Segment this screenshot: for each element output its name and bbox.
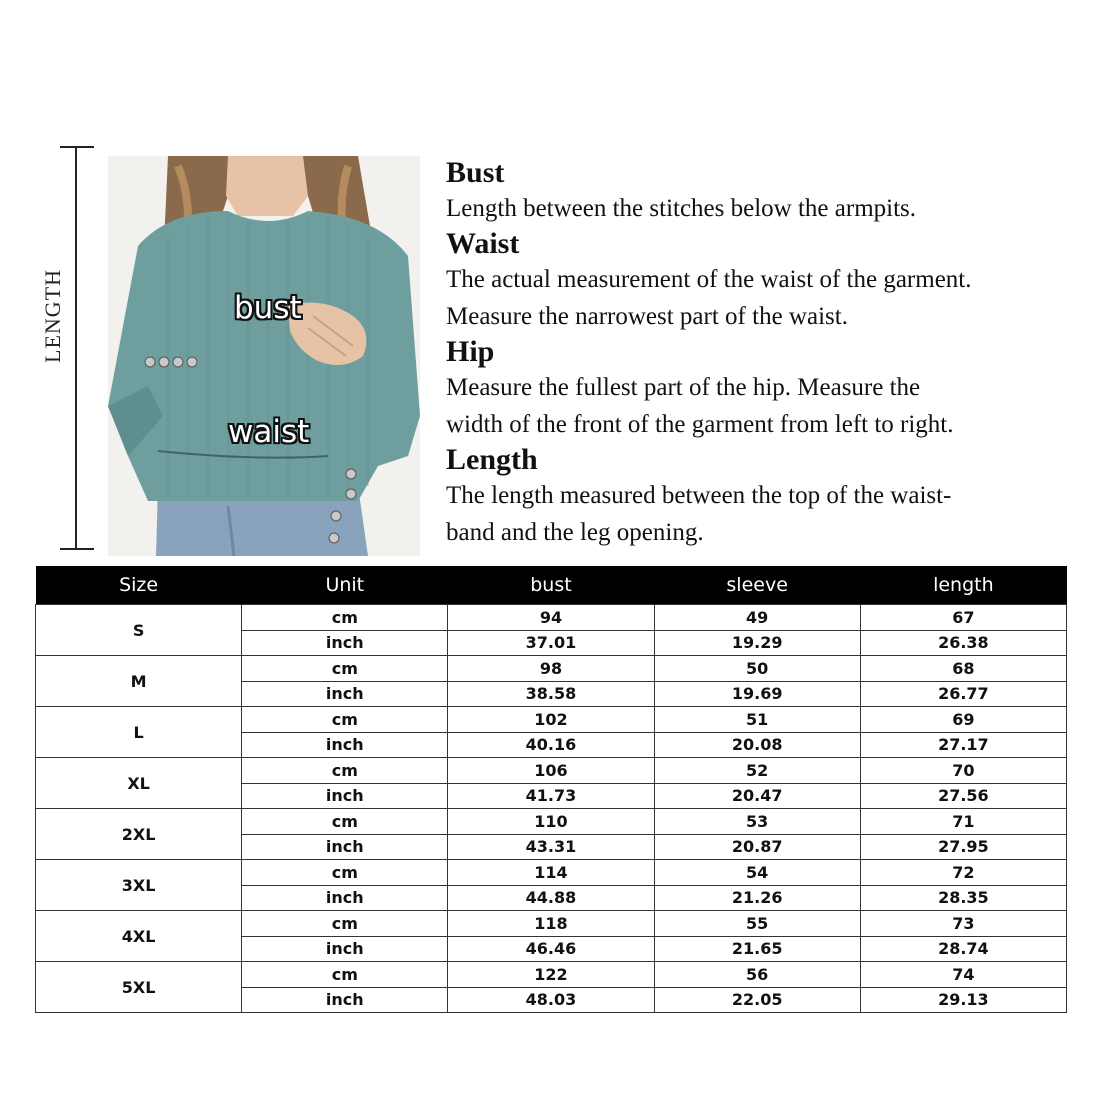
sleeve-cell: 52 [654, 758, 860, 784]
bust-cell: 40.16 [448, 732, 654, 758]
unit-cell: cm [242, 707, 448, 733]
length-cell: 74 [860, 962, 1066, 988]
measurement-definitions [446, 156, 1086, 551]
definition-text: width of the front of the garment from left to right. [446, 411, 954, 438]
table-row [36, 860, 1067, 886]
sleeve-cell: 56 [654, 962, 860, 988]
ruler-bottom-cap [60, 548, 94, 550]
table-row [36, 758, 1067, 784]
unit-cell: inch [242, 987, 448, 1013]
header-length: length [860, 566, 1066, 605]
length-cell: 27.95 [860, 834, 1066, 860]
product-photo [108, 156, 420, 556]
header-bust: bust [448, 566, 654, 605]
unit-cell: cm [242, 860, 448, 886]
sleeve-cell: 50 [654, 656, 860, 682]
length-cell: 72 [860, 860, 1066, 886]
unit-cell: cm [242, 809, 448, 835]
length-cell: 67 [860, 605, 1066, 631]
definition-term: Bust [446, 156, 505, 189]
bust-label: bust [234, 290, 302, 326]
bust-cell: 118 [448, 911, 654, 937]
size-cell: L [36, 707, 242, 758]
bust-cell: 106 [448, 758, 654, 784]
header-size: Size [36, 566, 242, 605]
size-cell: S [36, 605, 242, 656]
size-cell: 2XL [36, 809, 242, 860]
unit-cell: cm [242, 758, 448, 784]
bust-cell: 122 [448, 962, 654, 988]
length-cell: 28.74 [860, 936, 1066, 962]
unit-cell: inch [242, 834, 448, 860]
definition-bust [446, 156, 1086, 227]
sleeve-cell: 55 [654, 911, 860, 937]
sleeve-cell: 53 [654, 809, 860, 835]
bust-cell: 46.46 [448, 936, 654, 962]
definition-text: Measure the narrowest part of the waist. [446, 303, 848, 330]
bust-cell: 110 [448, 809, 654, 835]
header-unit: Unit [242, 566, 448, 605]
bust-cell: 37.01 [448, 630, 654, 656]
length-cell: 68 [860, 656, 1066, 682]
table-row [36, 605, 1067, 631]
sleeve-cell: 21.65 [654, 936, 860, 962]
length-cell: 69 [860, 707, 1066, 733]
ruler-top-cap [60, 146, 94, 148]
bust-cell: 114 [448, 860, 654, 886]
definition-text: The length measured between the top of the waist- [446, 482, 952, 509]
size-cell: 5XL [36, 962, 242, 1013]
ruler-line [75, 148, 77, 548]
sleeve-cell: 20.08 [654, 732, 860, 758]
definition-waist [446, 227, 1086, 335]
sleeve-cell: 19.29 [654, 630, 860, 656]
bust-cell: 44.88 [448, 885, 654, 911]
unit-cell: cm [242, 656, 448, 682]
unit-cell: inch [242, 885, 448, 911]
bust-cell: 48.03 [448, 987, 654, 1013]
unit-cell: cm [242, 605, 448, 631]
definition-text: Length between the stitches below the armpits. [446, 195, 917, 222]
sweater-illustration [108, 156, 420, 556]
table-row [36, 962, 1067, 988]
sleeve-cell: 51 [654, 707, 860, 733]
sleeve-cell: 21.26 [654, 885, 860, 911]
header-sleeve: sleeve [654, 566, 860, 605]
unit-cell: inch [242, 732, 448, 758]
waist-label: waist [228, 414, 310, 450]
table-body [36, 605, 1067, 1013]
size-cell: XL [36, 758, 242, 809]
unit-cell: inch [242, 681, 448, 707]
table-row [36, 707, 1067, 733]
sleeve-cell: 54 [654, 860, 860, 886]
table-row [36, 911, 1067, 937]
length-cell: 29.13 [860, 987, 1066, 1013]
table-header-row [36, 566, 1067, 605]
length-cell: 70 [860, 758, 1066, 784]
unit-cell: cm [242, 911, 448, 937]
size-cell: 3XL [36, 860, 242, 911]
definition-text: band and the leg opening. [446, 519, 704, 546]
sleeve-cell: 22.05 [654, 987, 860, 1013]
bust-cell: 94 [448, 605, 654, 631]
definition-text: Measure the fullest part of the hip. Measure the [446, 374, 921, 401]
size-cell: M [36, 656, 242, 707]
table-row [36, 809, 1067, 835]
sleeve-cell: 20.47 [654, 783, 860, 809]
unit-cell: inch [242, 936, 448, 962]
length-cell: 73 [860, 911, 1066, 937]
length-cell: 27.56 [860, 783, 1066, 809]
bust-cell: 41.73 [448, 783, 654, 809]
length-cell: 28.35 [860, 885, 1066, 911]
definition-term: Hip [446, 335, 495, 368]
bust-cell: 38.58 [448, 681, 654, 707]
table-row [36, 656, 1067, 682]
unit-cell: cm [242, 962, 448, 988]
size-chart-table [35, 566, 1067, 1013]
definition-term: Length [446, 443, 538, 476]
definition-text: The actual measurement of the waist of the garment. [446, 266, 972, 293]
length-label: LENGTH [40, 269, 65, 363]
bust-cell: 98 [448, 656, 654, 682]
size-cell: 4XL [36, 911, 242, 962]
bust-cell: 102 [448, 707, 654, 733]
length-cell: 27.17 [860, 732, 1066, 758]
definition-term: Waist [446, 227, 520, 260]
sleeve-cell: 49 [654, 605, 860, 631]
sleeve-cell: 20.87 [654, 834, 860, 860]
definition-length [446, 443, 1086, 551]
unit-cell: inch [242, 630, 448, 656]
length-cell: 26.38 [860, 630, 1066, 656]
length-cell: 26.77 [860, 681, 1066, 707]
definition-hip [446, 335, 1086, 443]
sleeve-cell: 19.69 [654, 681, 860, 707]
length-cell: 71 [860, 809, 1066, 835]
unit-cell: inch [242, 783, 448, 809]
bust-cell: 43.31 [448, 834, 654, 860]
